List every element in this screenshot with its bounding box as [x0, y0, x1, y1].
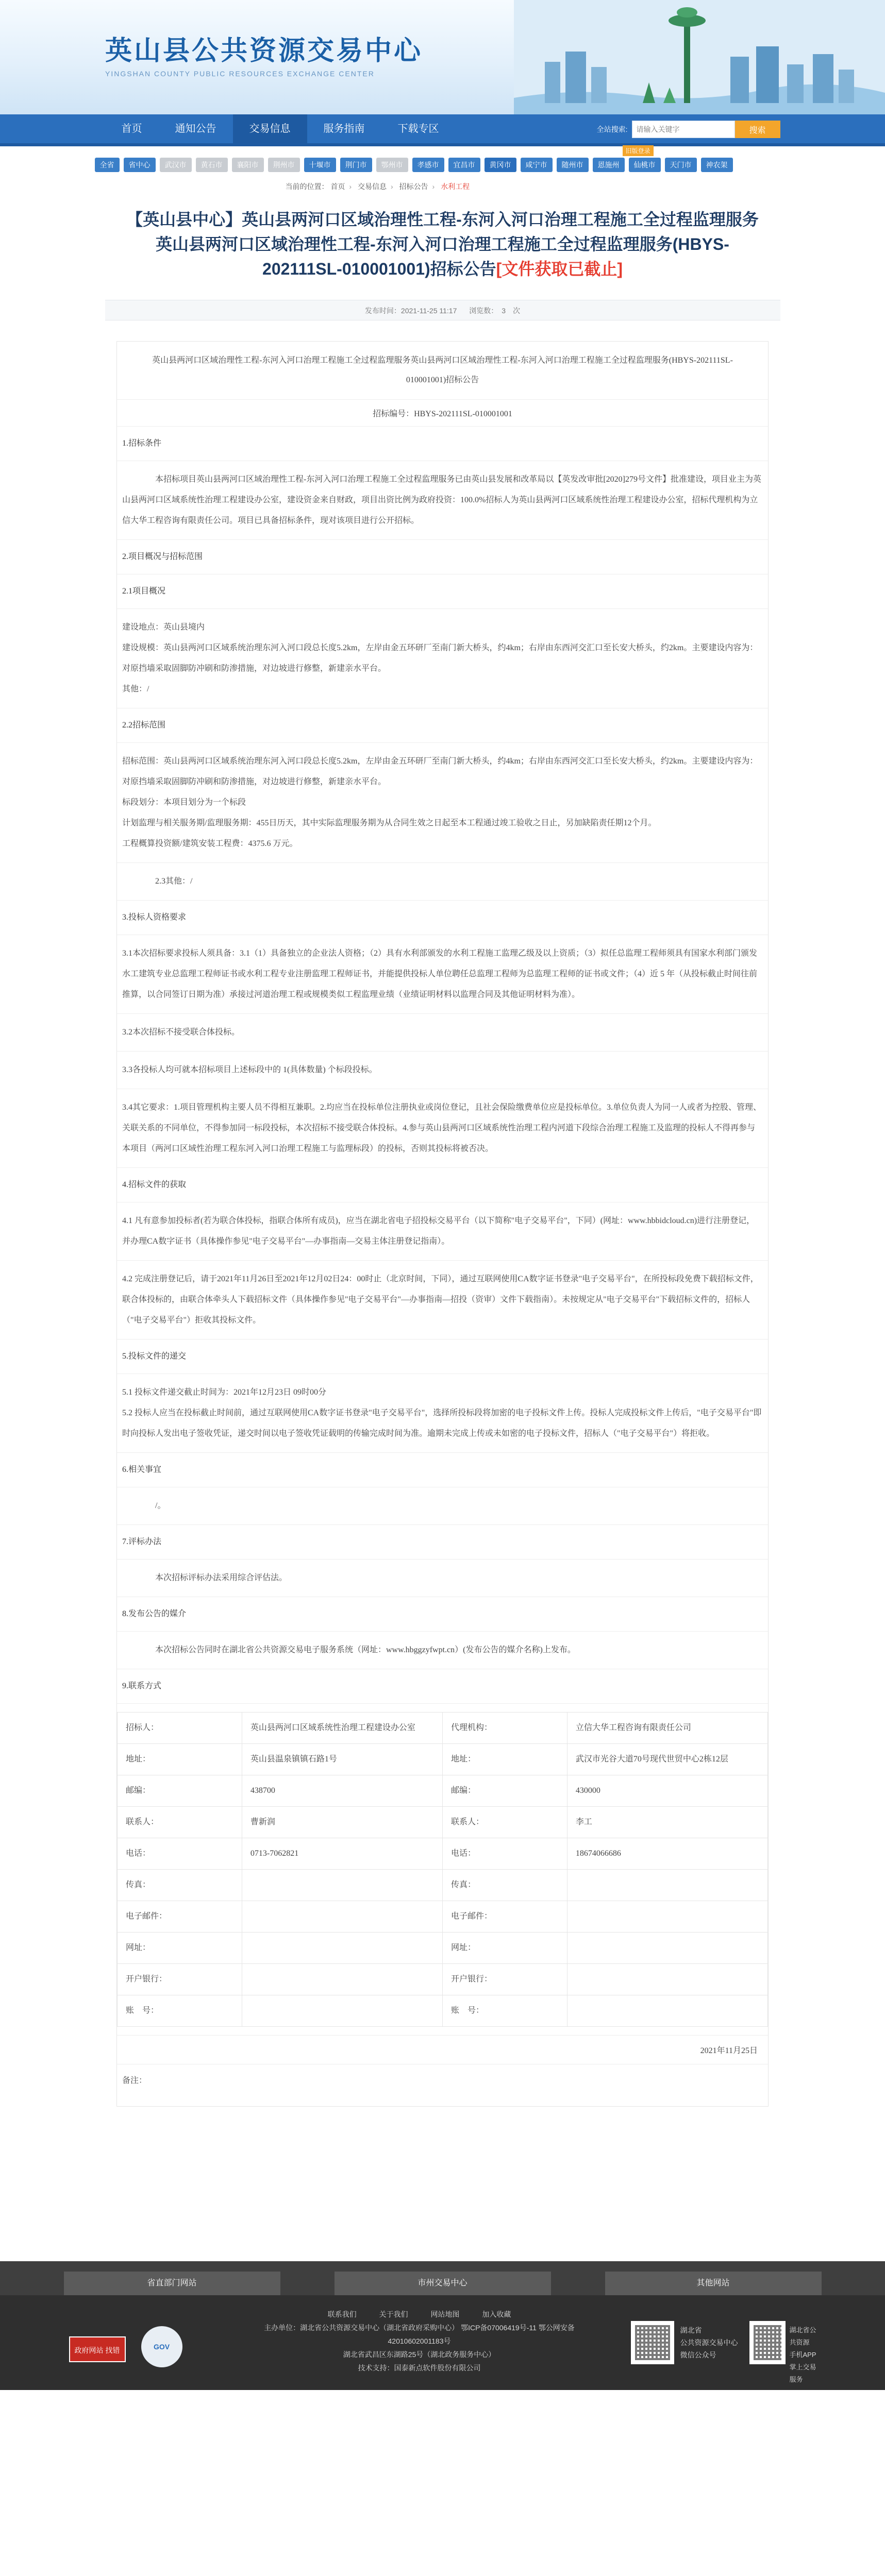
paragraph: /。 [155, 1501, 166, 1510]
section-8-body [117, 1632, 768, 1669]
qr-caption-line: 手机APP [789, 2351, 816, 2359]
contact-label: 电子邮件： [442, 1901, 567, 1933]
region-tag[interactable]: 孝感市 [412, 158, 444, 172]
contact-value [567, 1870, 767, 1901]
footer-links [64, 2261, 822, 2295]
contact-value: 0713-7062821 [242, 1838, 442, 1870]
contact-row [118, 1870, 768, 1901]
contact-value: 438700 [242, 1775, 442, 1807]
footer-info [260, 2308, 579, 2375]
qr-caption-line: 公共资源交易中心 [680, 2338, 738, 2347]
site-subtitle: YINGSHAN COUNTY PUBLIC RESOURCES EXCHANGE CENTER [105, 70, 375, 78]
footer-sitemap-link[interactable]: 网站地图 [430, 2310, 460, 2318]
section-3-1 [117, 935, 768, 1014]
contact-section [117, 1704, 768, 2036]
search-button[interactable]: 搜索 [735, 121, 780, 138]
contact-value [567, 1964, 767, 1995]
nav-downloads[interactable]: 下载专区 [397, 123, 439, 134]
contact-row [118, 1964, 768, 1995]
section-3-4 [117, 1089, 768, 1168]
paragraph: 5.1 投标文件递交截止时间为：2021年12月23日 09时00分 [122, 1388, 327, 1397]
qr-caption-line: 湖北省公共资源 [789, 2326, 816, 2346]
contact-label: 账 号： [118, 1995, 242, 2027]
contact-value: 18674066686 [567, 1838, 767, 1870]
app-qr-code [749, 2321, 786, 2364]
region-tag[interactable]: 黄冈市 [485, 158, 516, 172]
footer-bottom [0, 2295, 885, 2390]
search-label: 全站搜索: [596, 125, 628, 133]
contact-label: 联系人： [442, 1807, 567, 1838]
contact-value: 武汉市光谷大道70号现代世贸中心2栋12层 [567, 1744, 767, 1775]
region-tag[interactable]: 黄石市 [196, 158, 228, 172]
region-tag[interactable]: 荆门市 [340, 158, 372, 172]
contact-table [117, 1712, 768, 2027]
section-2-title: 2.项目概况与招标范围 [117, 540, 768, 574]
contact-value [567, 1901, 767, 1933]
section-9-title: 9.联系方式 [117, 1669, 768, 1704]
breadcrumb-home[interactable]: 首页 [330, 182, 345, 191]
region-tag[interactable]: 十堰市 [304, 158, 336, 172]
site-search [597, 121, 780, 138]
section-1-title: 1.招标条件 [117, 427, 768, 461]
breadcrumb-tender-notice[interactable]: 招标公告 [399, 182, 428, 191]
contact-value: 曹新润 [242, 1807, 442, 1838]
section-2-1-body [117, 609, 768, 708]
footer-link-others[interactable]: 其他网站 [605, 2272, 822, 2295]
region-tag[interactable]: 鄂州市 [376, 158, 408, 172]
contact-row [118, 1807, 768, 1838]
contact-value: 李工 [567, 1807, 767, 1838]
contact-label: 地址： [442, 1744, 567, 1775]
contact-value: 英山县两河口区域系统性治理工程建设办公室 [242, 1713, 442, 1744]
view-count: 浏览数： 3 次 [469, 307, 521, 315]
breadcrumb-trade-info[interactable]: 交易信息 [357, 182, 387, 191]
region-tag[interactable]: 神农架 [701, 158, 733, 172]
region-tags [95, 147, 791, 172]
contact-label: 开户银行： [118, 1964, 242, 1995]
contact-label: 电话： [118, 1838, 242, 1870]
contact-row [118, 1995, 768, 2027]
contact-value [242, 1901, 442, 1933]
section-2-2-body [117, 743, 768, 863]
article-meta [105, 300, 780, 320]
nav-service-guide[interactable]: 服务指南 [323, 123, 365, 134]
contact-value [567, 1933, 767, 1964]
gov-website-report-badge[interactable]: 政府网站 找错 [69, 2336, 126, 2362]
contact-value [242, 1870, 442, 1901]
footer-host: 主办单位：湖北省公共资源交易中心（湖北省政府采购中心） 鄂ICP备07006419号-11 鄂公网安备 42010602001183号 [264, 2324, 575, 2345]
paragraph: 3.2本次招标不接受联合体投标。 [122, 1028, 240, 1037]
breadcrumb-current: 水利工程 [441, 182, 470, 191]
wechat-qr-code [631, 2321, 674, 2364]
publish-date: 2021年11月25日 [117, 2036, 768, 2064]
contact-row [118, 1901, 768, 1933]
section-6-title: 6.相关事宜 [117, 1453, 768, 1487]
region-tag[interactable]: 仙桃市 [629, 158, 661, 172]
section-3-title: 3.投标人资格要求 [117, 901, 768, 935]
paragraph: 计划监理与相关服务期/监理服务期：455日历天，其中实际监理服务期为从合同生效之日起至本工程通过竣工验收之日止，另加缺陷责任期12个月。 [122, 819, 657, 827]
site-logo[interactable] [105, 29, 423, 78]
paragraph: 建设地点：英山县境内 [122, 623, 205, 632]
section-4-1 [117, 1202, 768, 1261]
section-4-title: 4.招标文件的获取 [117, 1168, 768, 1202]
old-version-login-badge[interactable]: 旧版登录 [623, 145, 654, 156]
paragraph: 建设规模：英山县两河口区域系统治理东河入河口段总长度5.2km，左岸由金五环研厂至南门新大桥头，约4km；右岸由东西河交汇口至长安大桥头，约2km。主要建设内容为：对原挡墙采取固脚防冲刷和防渗措施，对边坡进行修整，新建亲水平台。 [122, 643, 758, 673]
paragraph: 其他：/ [122, 685, 149, 693]
footer-tech-support: 技术支持：国泰新点软件股份有限公司 [358, 2364, 481, 2372]
breadcrumb: 当前的位置： 首页 › 交易信息 › 招标公告 › 水利工程 [285, 182, 470, 191]
paragraph: 5.2 投标人应当在投标截止时间前，通过互联网使用CA数字证书登录"电子交易平台"，选择所投标段将加密的电子投标文件上传。投标人完成投标文件上传后，"电子交易平台"即时向投标人发出电子签收凭证，递交时间以电子签收凭证载明的传输完成时间为准。逾期未完成上传或未如密的电子投标文件，招标人（"电子交易平台"）将拒收。 [122, 1409, 762, 1438]
region-tag[interactable]: 武汉市 [160, 158, 192, 172]
section-8-title: 8.发布公告的媒介 [117, 1597, 768, 1632]
article-content [116, 341, 769, 2107]
remark: 备注： [122, 2076, 147, 2085]
section-6-body [117, 1487, 768, 1525]
section-3-3 [117, 1052, 768, 1089]
nav-home[interactable]: 首页 [121, 123, 142, 134]
section-4-2 [117, 1261, 768, 1340]
gov-badge[interactable]: GOV [141, 2326, 182, 2367]
contact-label: 电子邮件： [118, 1901, 242, 1933]
paragraph: 本次招标评标办法采用综合评估法。 [155, 1573, 288, 1582]
contact-value [242, 1995, 442, 2027]
contact-label: 传真： [442, 1870, 567, 1901]
region-tag[interactable]: 宜昌市 [448, 158, 480, 172]
nav-trade-info[interactable]: 交易信息 [233, 114, 307, 143]
section-7-title: 7.评标办法 [117, 1525, 768, 1560]
wechat-qr-caption [680, 2324, 738, 2361]
contact-value: 英山县温泉镇镇石路1号 [242, 1744, 442, 1775]
paragraph: 3.3各投标人均可就本招标项目上述标段中的 1(具体数量) 个标段投标。 [122, 1065, 377, 1074]
contact-row [118, 1713, 768, 1744]
contact-label: 代理机构： [442, 1713, 567, 1744]
title-status: [文件获取已截止] [496, 260, 623, 278]
footer-link-provincial[interactable]: 省直部门网站 [64, 2272, 280, 2295]
contact-value [242, 1964, 442, 1995]
section-1-body [117, 461, 768, 540]
title-text: 【英山县中心】英山县两河口区域治理性工程-东河入河口治理工程施工全过程监理服务英山县两河口区域治理性工程-东河入河口治理工程施工全过程监理服务(HBYS-202111SL-010001001)招标公告 [126, 210, 759, 278]
contact-label: 邮编： [118, 1775, 242, 1807]
region-tag[interactable]: 襄阳市 [232, 158, 264, 172]
contact-label: 传真： [118, 1870, 242, 1901]
contact-label: 账 号： [442, 1995, 567, 2027]
section-5-title: 5.投标文件的递交 [117, 1340, 768, 1374]
contact-row [118, 1744, 768, 1775]
contact-label: 邮编： [442, 1775, 567, 1807]
site-title: 英山县公共资源交易中心 [105, 37, 423, 66]
city-skyline-illustration [514, 0, 885, 114]
paragraph: 标段划分：本项目划分为一个标段 [122, 798, 246, 807]
footer [0, 2261, 885, 2390]
footer-nav [260, 2308, 579, 2321]
section-5-body [117, 1374, 768, 1453]
region-tag[interactable]: 咸宁市 [521, 158, 553, 172]
tender-code: 招标编号：HBYS-202111SL-010001001 [117, 400, 768, 427]
search-input[interactable] [632, 121, 735, 138]
footer-link-cities[interactable]: 市州交易中心 [335, 2272, 551, 2295]
article-header [105, 207, 780, 320]
section-2-1-title: 2.1项目概况 [117, 574, 768, 609]
page-title [105, 207, 780, 281]
paragraph: 3.1本次招标要求投标人须具备：3.1（1）具备独立的企业法人资格；（2）具有水利部颁发的水利工程施工监理乙级及以上资质；（3）拟任总监理工程师须具有国家水利部门颁发水工建筑专业总监理工程师证书或水利工程专业注册监理工程师证书，并能提供投标人单位聘任总监理工程师为总监理工程师的证书或文件；（4）近 5 年（从投标截止时间往前推算，以合同签订日期为准）承接过河道治理工程或规模类似工程监理业绩（业绩证明材料以监理合同及其他证明材料为准）。 [122, 949, 758, 999]
footer-favorite-link[interactable]: 加入收藏 [482, 2310, 511, 2318]
region-tag[interactable]: 荆州市 [268, 158, 300, 172]
region-tag[interactable]: 全省 [95, 158, 120, 172]
contact-row [118, 1838, 768, 1870]
paragraph: 3.4其它要求：1.项目管理机构主要人员不得相互兼职。2.均应当在投标单位注册执业或岗位登记，且社会保险缴费单位应是投标单位。3.单位负责人为同一人或者为控股、管理、关联关系的不同单位，不得参加同一标段投标，本次招标不接受联合体投标。4.参与英山县两河口区域系统性治理工程内河道下段综合治理工程施工及监理的投标人不得再参与本项目（两河口区域性治理工程东河入河口治理工程施工与监理标段）的投标，否则其投标将被否决。 [122, 1103, 762, 1153]
footer-about-link[interactable]: 关于我们 [379, 2310, 408, 2318]
contact-label: 网址： [442, 1933, 567, 1964]
region-tag[interactable]: 恩施州 [593, 158, 625, 172]
app-qr-caption [790, 2324, 822, 2386]
paragraph: 本次招标公告同时在湖北省公共资源交易电子服务系统（网址：www.hbggzyfwpt.cn）(发布公告的媒介名称)上发布。 [155, 1646, 576, 1654]
section-3-2 [117, 1014, 768, 1052]
breadcrumb-label: 当前的位置： [285, 182, 329, 191]
region-tag-row [95, 158, 791, 172]
publish-time: 发布时间：2021-11-25 11:17 [364, 307, 457, 315]
qr-caption-line: 微信公众号 [680, 2351, 716, 2359]
header-banner [0, 0, 885, 114]
contact-value: 立信大华工程咨询有限责任公司 [567, 1713, 767, 1744]
contact-value [567, 1995, 767, 2027]
contact-row [118, 1933, 768, 1964]
footer-contact-link[interactable]: 联系我们 [327, 2310, 357, 2318]
paragraph: 工程概算投资额/建筑安装工程费：4375.6 万元。 [122, 839, 298, 848]
contact-value: 430000 [567, 1775, 767, 1807]
contact-row [118, 1775, 768, 1807]
main-nav [0, 114, 885, 146]
region-tag[interactable]: 天门市 [665, 158, 697, 172]
paragraph: 4.1 凡有意参加投标者(若为联合体投标，指联合体所有成员)，应当在湖北省电子招投标交易平台（以下简称"电子交易平台"，下同）(网址：www.hbbidcloud.cn)进行注册登记，并办理CA数字证书（具体操作参见"电子交易平台"—办事指南—交易主体注册登记指南）。 [122, 1216, 755, 1246]
qr-caption-line: 湖北省 [680, 2326, 702, 2334]
section-2-2-title: 2.2招标范围 [117, 708, 768, 743]
contact-label: 电话： [442, 1838, 567, 1870]
contact-label: 联系人： [118, 1807, 242, 1838]
section-7-body [117, 1560, 768, 1597]
nav-notices[interactable]: 通知公告 [175, 123, 216, 134]
paragraph: 招标范围：英山县两河口区域系统治理东河入河口段总长度5.2km，左岸由金五环研厂至南门新大桥头，约4km；右岸由东西河交汇口至长安大桥头，约2km。主要建设内容为：对原挡墙采取固脚防冲刷和防渗措施，对边坡进行修整，新建亲水平台。 [122, 757, 758, 786]
contact-label: 网址： [118, 1933, 242, 1964]
paragraph: 2.3其他：/ [155, 877, 193, 886]
contact-label: 招标人： [118, 1713, 242, 1744]
contact-label: 地址： [118, 1744, 242, 1775]
qr-caption-line: 掌上交易服务 [789, 2363, 816, 2383]
footer-address: 湖北省武昌区东湖路25号（湖北政务服务中心） [343, 2350, 496, 2359]
section-2-3 [117, 863, 768, 901]
region-tag[interactable]: 随州市 [557, 158, 589, 172]
contact-label: 开户银行： [442, 1964, 567, 1995]
contact-value [242, 1933, 442, 1964]
region-tag[interactable]: 省中心 [124, 158, 156, 172]
content-heading: 英山县两河口区域治理性工程-东河入河口治理工程施工全过程监理服务英山县两河口区域治理性工程-东河入河口治理工程施工全过程监理服务(HBYS-202111SL-010001001)招标公告 [117, 342, 768, 400]
paragraph: 本招标项目英山县两河口区域治理性工程-东河入河口治理工程施工全过程监理服务已由英山县发展和改革局以【英发改审批[2020]279号文件】批准建设，项目业主为英山县两河口区域系统性治理工程建设办公室，建设资金来自财政，项目出资比例为政府投资：100.0%招标人为英山县两河口区域系统性治理工程建设办公室，招标代理机构为立信大华工程咨询有限责任公司。项目已具备招标条件，现对该项目进行公开招标。 [122, 475, 761, 525]
paragraph: 4.2 完成注册登记后，请于2021年11月26日至2021年12月02日24：00时止（北京时间，下同），通过互联网使用CA数字证书登录"电子交易平台"，在所投标段免费下载招标文件，联合体投标的，由联合体牵头人下载招标文件（具体操作参见"电子交易平台"—办事指南—招投（资审）文件下载指南）。未按规定从"电子交易平台"下载招标文件的，招标人（"电子交易平台"）拒收其投标文件。 [122, 1275, 759, 1325]
